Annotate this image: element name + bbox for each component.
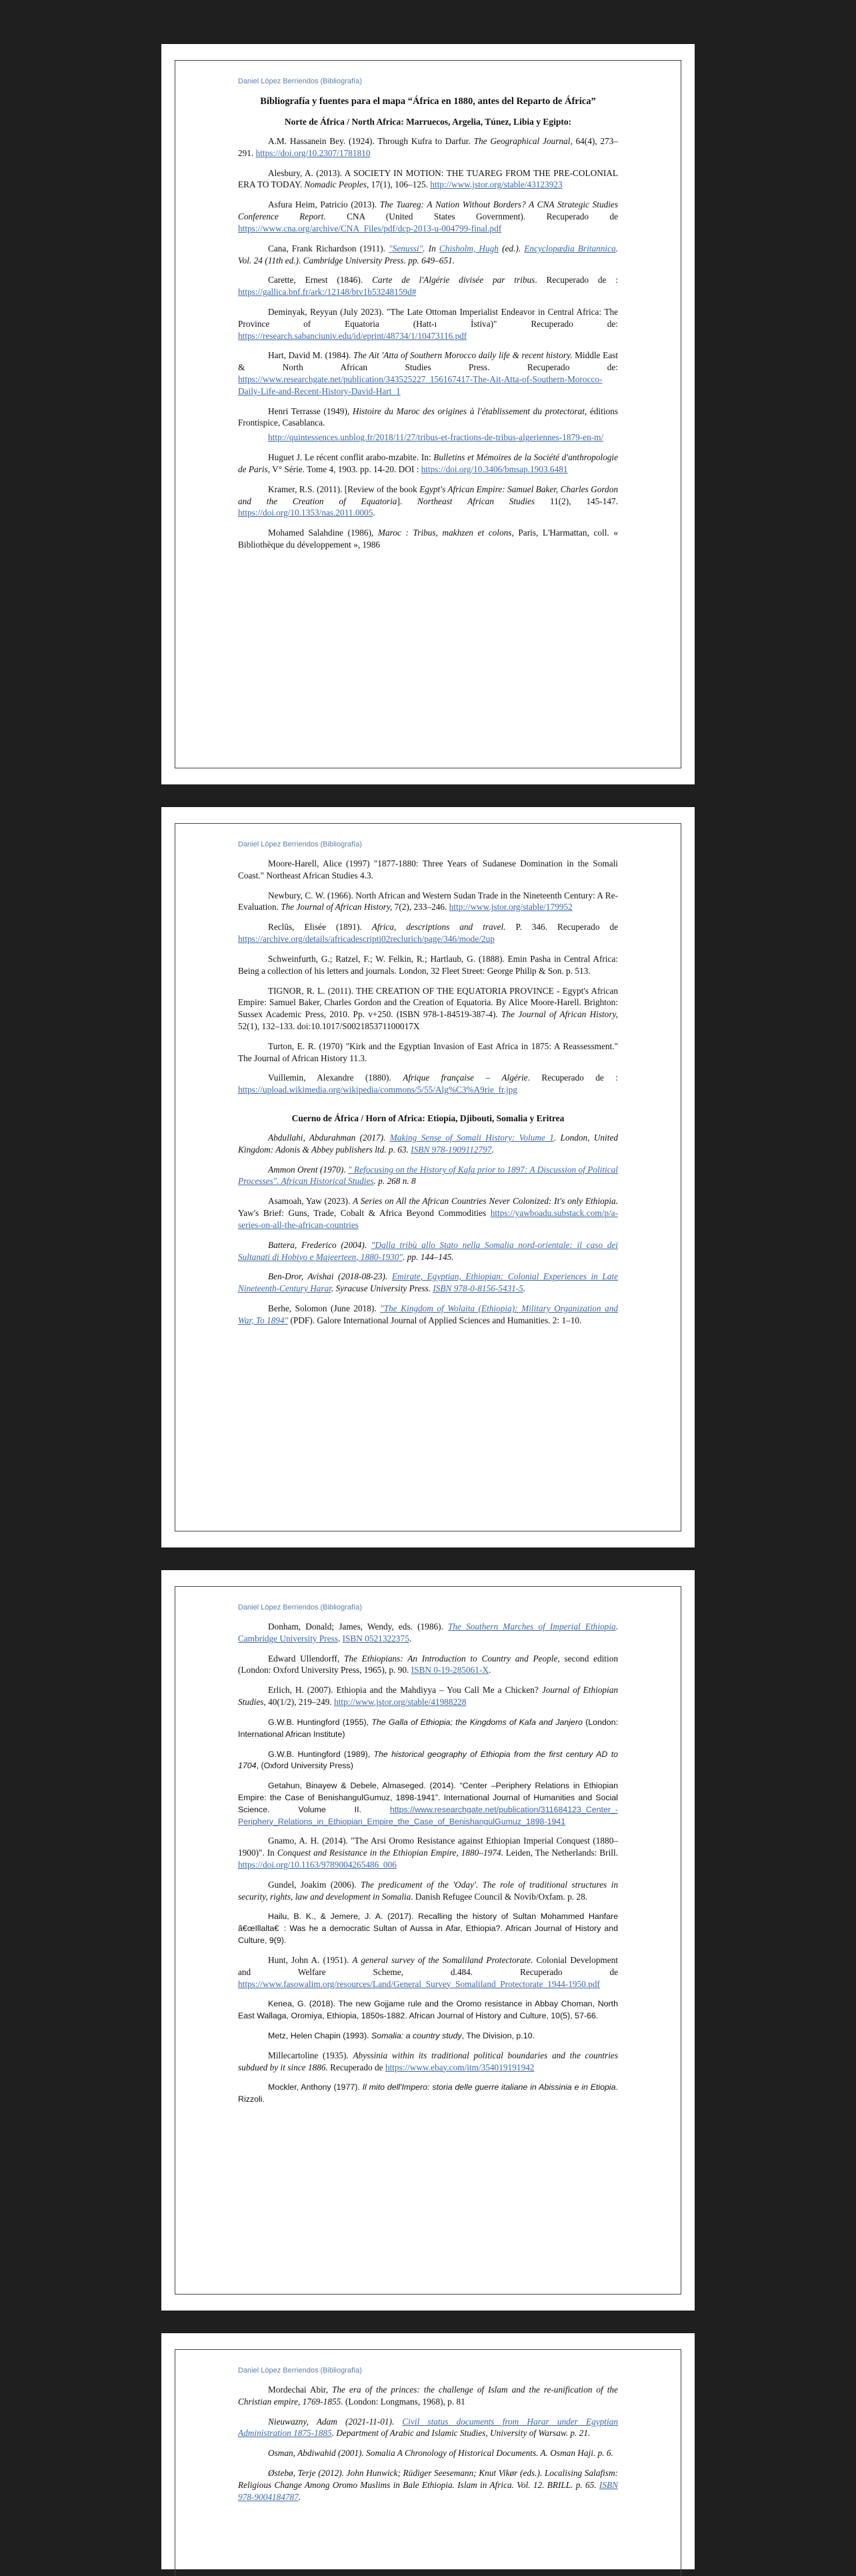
- bibliography-entry: Mockler, Anthony (1977). Il mito dell'Impero: storia delle guerre italiane in Abissinia e in Etiopia. Rizzoli.: [238, 2082, 618, 2104]
- bibliography-entry: Mordechai Abir, The era of the princes: the challenge of Islam and the re-unification of the Christian empire, 1769-1855. (London: Longmans, 1968), p. 81: [238, 2385, 618, 2407]
- entry-link[interactable]: https://doi.org/10.1163/9789004265486_006: [238, 1860, 397, 1870]
- document-title: Bibliografía y fuentes para el mapa “África en 1880, antes del Reparto de África”: [260, 96, 596, 107]
- entry-link[interactable]: https://upload.wikimedia.org/wikipedia/commons/5/55/Alg%C3%A9rie_fr.jpg: [238, 1085, 517, 1095]
- entry-link[interactable]: The Southern Marches of Imperial Ethiopia: [448, 1622, 616, 1632]
- bibliography-entry: Carette, Ernest (1846). Carte de l'Algérie divisée par tribus. Recuperado de : https://gallica.bnf.fr/ark:/12148/btv1b53248159d#: [238, 275, 618, 297]
- bibliography-entry: Metz, Helen Chapin (1993). Somalia: a country study, The Division, p.10.: [268, 2030, 535, 2040]
- entry-link[interactable]: " Refocusing on the History of Kafa prior to 1897: A Discussion of Political Processes". African Historical Studies: [238, 1164, 618, 1187]
- entry-link[interactable]: https://www.fasowalim.org/resources/Land/General_Survey_Somaliland_Protectorate_1944-1950.pdf: [238, 1978, 600, 1989]
- bibliography-entry: Schweinfurth, G.; Ratzel, F.; W. Felkin, R.; Hartlaub, G. (1888). Emin Pasha in Central Africa: Being a collection of his letters and journals. London, 32 Fleet Street: George Philip & Son. p. 513.: [238, 953, 618, 976]
- entry-link[interactable]: http://quintessences.unblog.fr/2018/11/27/tribus-et-fractions-de-tribus-algeriennes-1879-en-m/: [268, 432, 604, 443]
- bibliography-entry: Reclūs, Elisée (1891). Africa, descriptions and travel. P. 346. Recuperado de https://archive.org/details/africadescripti02reclurich/page/346/mode/2up: [238, 922, 618, 944]
- bibliography-entry: Mohamed Salahdine (1986), Maroc : Tribus, makhzen et colons, Paris, L'Harmattan, coll. « Bibliothèque du développement », 1986: [238, 528, 618, 550]
- entry-link[interactable]: https://www.cna.org/archive/CNA_Files/pdf/dcp-2013-u-004799-final.pdf: [238, 223, 502, 233]
- entry-link[interactable]: Encyclopædia Britannica: [524, 243, 616, 253]
- entry-link[interactable]: Emirate, Egyptian, Ethiopian: Colonial Experiences in Late Nineteenth-Century Harar: [238, 1271, 618, 1294]
- document-page-1: [161, 44, 695, 784]
- entry-link[interactable]: https://doi.org/10.3406/bmsap.1903.6481: [421, 464, 568, 474]
- bibliography-entry: Osman, Abdiwahid (2001). Somalia A Chronology of Historical Documents. A. Osman Haji. p. 6.: [268, 2448, 613, 2459]
- bibliography-entry: Moore-Harell, Alice (1997) "1877-1880: Three Years of Sudanese Domination in the Somali Coast." Northeast African Studies 4.3.: [238, 858, 618, 880]
- bibliography-entry: Cana, Frank Richardson (1911). "Senussi". In Chisholm, Hugh (ed.). Encyclopædia Britannica. Vol. 24 (11th ed.). Cambridge University Press. pp. 649–651.: [238, 243, 618, 265]
- bibliography-entry: TIGNOR, R. L. (2011). THE CREATION OF THE EQUATORIA PROVINCE - Egypt's African Empire: Samuel Baker, Charles Gordon and the Creation of Equatoria. By Alice Moore-Harell. Brighton: Sussex Academic Press, 2010. Pp. v+250. (ISBN 978-1-84519-387-4). The Journal of African History, 52(1), 132–133. doi:10.1017/S002185371100017X: [238, 985, 619, 1031]
- bibliography-entry: Ammon Orent (1970). " Refocusing on the History of Kafa prior to 1897: A Discussion of Political Processes". African Historical Studies. p. 268 n. 8: [238, 1164, 618, 1187]
- bibliography-entry: G.W.B. Huntingford (1989), The historical geography of Ethiopia from the first century AD to 1704, (Oxford University Press): [238, 1749, 618, 1771]
- entry-link[interactable]: http://www.jstor.org/stable/179952: [449, 902, 573, 912]
- bibliography-entry: Nieuwazny, Adam (2021-11-01). Civil status documents from Harar under Egyptian Administration 1875-1885. Department of Arabic and Islamic Studies, University of Warsaw. p. 21.: [238, 2416, 618, 2439]
- entry-link[interactable]: ISBN 978-1909112797: [411, 1144, 492, 1155]
- entry-link[interactable]: https://doi.org/10.2307/1781810: [255, 147, 371, 158]
- entry-link[interactable]: Cambridge University Press: [238, 1633, 338, 1644]
- bibliography-entry: Deminyak, Reyyan (July 2023). "The Late Ottoman Imperialist Endeavor in Central Africa: The Province of Equatoria (Hatt-ı İstiva)" Recuperado de: https://research.sabanciuniv.edu/id/eprint/48734/1/10473116.pdf: [238, 306, 618, 341]
- bibliography-entry: Abdullahi, Abdurahman (2017). Making Sense of Somali History: Volume 1. London, United Kingdom: Adonis & Abbey publishers ltd. p. 63. ISBN 978-1909112797.: [238, 1133, 619, 1155]
- document-page-2: [161, 807, 695, 1547]
- running-header: Daniel López Berriendos (Bibliografía): [238, 2367, 362, 2375]
- bibliography-entry: Østebø, Terje (2012). John Hunwick; Rüdiger Seesemann; Knut Vikør (eds.). Localising Salafism: Religious Change Among Oromo Muslims in Bale Ethiopia. Islam in Africa. Vol. 12. BRILL. p. 65. ISBN 978-9004184787.: [238, 2468, 618, 2502]
- entry-link[interactable]: http://www.jstor.org/stable/41988228: [334, 1697, 467, 1708]
- entry-link[interactable]: Civil status documents from Harar under Egyptian Administration 1875-1885: [238, 2416, 618, 2439]
- entry-link[interactable]: "Dalla tribù allo Stato nella Somalia nord-orientale: il caso dei Sultanati di Hobiyo e Majeerteen, 1880-1930": [238, 1239, 618, 1262]
- entry-link[interactable]: https://doi.org/10.1353/nas.2011.0005: [238, 508, 373, 518]
- bibliography-entry: Getahun, Binayew & Debele, Almaseged. (2014). “Center –Periphery Relations in Ethiopian Empire: the Case of BenishangulGumuz, 1898-1941”. International Journal of Humanities and Social Science. Volume II. https://www.researchgate.net/publication/311684123_Center_-Periphery_Relations_in_Ethiopian_Empire_the_Case_of_BenishangulGumuz_1898-1941: [238, 1781, 618, 1826]
- bibliography-entry: Asamoah, Yaw (2023). A Series on All the African Countries Never Colonized: It's only Ethiopia. Yaw's Brief: Guns, Trade, Cobalt & Africa Beyond Commodities https://yawboadu.substack.com/p/a-series-on-all-the-african-countries: [238, 1196, 618, 1230]
- bibliography-entry: Gnamo, A. H. (2014). "The Arsi Oromo Resistance against Ethiopian Imperial Conquest (1880–1900)". In Conquest and Resistance in the Ethiopian Empire, 1880–1974. Leiden, The Netherlands: Brill. https://doi.org/10.1163/9789004265486_006: [238, 1836, 619, 1870]
- bibliography-entry: Hart, David M. (1984). The Ait 'Atta of Southern Morocco daily life & recent history. Middle East & North African Studies Press. Recuperado de: https://www.researchgate.net/publication/343525227_156167417-The-Ait-Atta-of-Southern-Morocco-Daily-Life-and-Recent-History-David-Hart_1: [238, 350, 618, 396]
- entry-link[interactable]: ISBN 978-9004184787: [238, 2479, 618, 2502]
- entry-link[interactable]: "Senussi": [389, 243, 423, 253]
- bibliography-entry: Asfura Heim, Patricio (2013). The Tuareg: A Nation Without Borders? A CNA Strategic Studies Conference Report. CNA (United States Government). Recuperado de https://www.cna.org/archive/CNA_Files/pdf/dcp-2013-u-004799-final.pdf: [238, 199, 619, 233]
- bibliography-entry: Ben-Dror, Avishai (2018-08-23). Emirate, Egyptian, Ethiopian: Colonial Experiences in Late Nineteenth-Century Harar. Syracuse University Press. ISBN 978-0-8156-5431-5.: [238, 1271, 618, 1294]
- entry-link[interactable]: ISBN 978-0-8156-5431-5: [433, 1283, 523, 1294]
- bibliography-entry: Edward Ullendorff, The Ethiopians: An Introduction to Country and People, second edition (London: Oxford University Press, 1965), p. 90. ISBN 0-19-285061-X.: [238, 1653, 618, 1676]
- running-header: Daniel López Berriendos (Bibliografía): [238, 1603, 362, 1612]
- document-page-3: [161, 1570, 695, 2311]
- document-page-4: [161, 2333, 695, 2569]
- bibliography-entry: Hunt, John A. (1951). A general survey of the Somaliland Protectorate. Colonial Development and Welfare Scheme, d.484. Recuperado de https://www.fasowalim.org/resources/Land/General_Survey_Somaliland_Protectorate_1944-1950.pdf: [238, 1954, 618, 1989]
- bibliography-entry: Hailu, B. K., & Jemere, J. A. (2017). Recalling the history of Sultan Mohammed Hanfare â€œIllalta€: Was he a democratic Sultan of Aussa in Afar, Ethiopia?. African Journal of History and Culture, 9(9).: [238, 1912, 618, 1946]
- bibliography-entry: Newbury, C. W. (1966). North African and Western Sudan Trade in the Nineteenth Century: A Re-Evaluation. The Journal of African History, 7(2), 233–246. http://www.jstor.org/stable/179952: [238, 890, 618, 912]
- entry-link[interactable]: Chisholm, Hugh: [439, 243, 499, 253]
- entry-link[interactable]: https://www.ebay.com/itm/354019191942: [385, 2062, 535, 2072]
- bibliography-entry: Henri Terrasse (1949), Histoire du Maroc des origines à l'établissement du protectorat, éditions Frontispice, Casablanca.: [238, 406, 618, 428]
- bibliography-entry: Millecartoline (1935). Abyssinia within its traditional political boundaries and the countries subdued by it since 1886. Recuperado de https://www.ebay.com/itm/354019191942: [238, 2050, 618, 2072]
- bibliography-entry: Battera, Frederico (2004). "Dalla tribù allo Stato nella Somalia nord-orientale: il caso dei Sultanati di Hobiyo e Majeerteen, 1880-1930". pp. 144–145.: [238, 1239, 618, 1262]
- bibliography-entry: [238, 432, 618, 444]
- bibliography-entry: A.M. Hassanein Bey. (1924). Through Kufra to Darfur. The Geographical Journal, 64(4), 273–291. https://doi.org/10.2307/1781810: [238, 136, 618, 158]
- entry-link[interactable]: Making Sense of Somali History: Volume 1: [389, 1133, 554, 1143]
- bibliography-entry: Kenea, G. (2018). The new Gojjame rule and the Oromo resistance in Abbay Choman, North East Wallaga, Oromiya, Ethiopia, 1850s-1882. African Journal of History and Culture, 10(5), 57-66.: [238, 1999, 618, 2021]
- bibliography-entry: Kramer, R.S. (2011). [Review of the book Egypt's African Empire: Samuel Baker, Charles Gordon and the Creation of Equatoria]. Northeast African Studies 11(2), 145-147. https://doi.org/10.1353/nas.2011.0005.: [238, 484, 618, 518]
- bibliography-entry: Gundel, Joakim (2006). The predicament of the 'Oday'. The role of traditional structures in security, rights, law and development in Somalia. Danish Refugee Council & Novib/Oxfam. p. 28.: [238, 1879, 618, 1902]
- section-title-north-africa: Norte de África / North Africa: Marruecos, Argelia, Túnez, Libia y Egipto:: [284, 117, 572, 127]
- entry-link[interactable]: https://yawboadu.substack.com/p/a-series-on-all-the-african-countries: [238, 1208, 618, 1230]
- section-title-horn-of-africa: Cuerno de África / Horn of Africa: Etiopía, Djibouti, Somalia y Eritrea: [291, 1113, 565, 1123]
- entry-link[interactable]: "The Kingdom of Wolaita (Ethiopia): Military Organization and War, To 1894": [238, 1303, 618, 1325]
- running-header: Daniel López Berriendos (Bibliografía): [238, 840, 362, 848]
- bibliography-entry: Vuillemin, Alexandre (1880). Afrique française – Algérie. Recuperado de : https://upload.wikimedia.org/wikipedia/commons/5/55/Alg%C3%A9rie_fr.jpg: [238, 1073, 618, 1095]
- entry-link[interactable]: http://www.jstor.org/stable/43123923: [430, 179, 563, 190]
- bibliography-entry: Donham, Donald; James, Wendy, eds. (1986). The Southern Marches of Imperial Ethiopia. Cambridge University Press. ISBN 0521322375.: [238, 1622, 618, 1644]
- bibliography-entry: Alesbury, A. (2013). A SOCIETY IN MOTION: THE TUAREG FROM THE PRE-COLONIAL ERA TO TODAY. Nomadic Peoples, 17(1), 106–125. http://www.jstor.org/stable/43123923: [238, 167, 618, 190]
- bibliography-entry: G.W.B. Huntingford (1955), The Galla of Ethiopia; the Kingdoms of Kafa and Janjero (London: International African Institute): [238, 1717, 619, 1739]
- entry-link[interactable]: https://archive.org/details/africadescripti02reclurich/page/346/mode/2up: [238, 934, 495, 944]
- entry-link[interactable]: ISBN 0-19-285061-X: [411, 1665, 489, 1676]
- entry-link[interactable]: https://gallica.bnf.fr/ark:/12148/btv1b53248159d#: [238, 287, 417, 297]
- running-header: Daniel López Berriendos (Bibliografía): [238, 77, 362, 85]
- entry-link[interactable]: https://www.researchgate.net/publication/311684123_Center_-Periphery_Relations_in_Ethiopian_Empire_the_Case_of_BenishangulGumuz_1898-1941: [238, 1804, 618, 1826]
- entry-link[interactable]: ISBN 0521322375: [342, 1633, 409, 1644]
- bibliography-entry: Berhe, Solomon (June 2018). "The Kingdom of Wolaita (Ethiopia): Military Organization and War, To 1894" (PDF). Galore International Journal of Applied Sciences and Humanities. 2: 1–10.: [238, 1303, 618, 1325]
- entry-link[interactable]: https://research.sabanciuniv.edu/id/eprint/48734/1/10473116.pdf: [238, 330, 467, 341]
- bibliography-entry: Erlich, H. (2007). Ethiopia and the Mahdiyya – You Call Me a Chicken? Journal of Ethiopian Studies, 40(1/2), 219–249. http://www.jstor.org/stable/41988228: [238, 1685, 618, 1708]
- bibliography-entry: Turton, E. R. (1970) "Kirk and the Egyptian Invasion of East Africa in 1875: A Reassessment." The Journal of African History 11.3.: [238, 1041, 618, 1063]
- entry-link[interactable]: https://www.researchgate.net/publication/343525227_156167417-The-Ait-Atta-of-Southern-Morocco-Daily-Life-and-Recent-History-David-Hart_1: [238, 374, 603, 396]
- bibliography-entry: Huguet J. Le récent conflit arabo-mzabite. In: Bulletins et Mémoires de la Société d'anthropologie de Paris, V° Série. Tome 4, 1903. pp. 14-20. DOI : https://doi.org/10.3406/bmsap.1903.6481: [238, 452, 618, 474]
